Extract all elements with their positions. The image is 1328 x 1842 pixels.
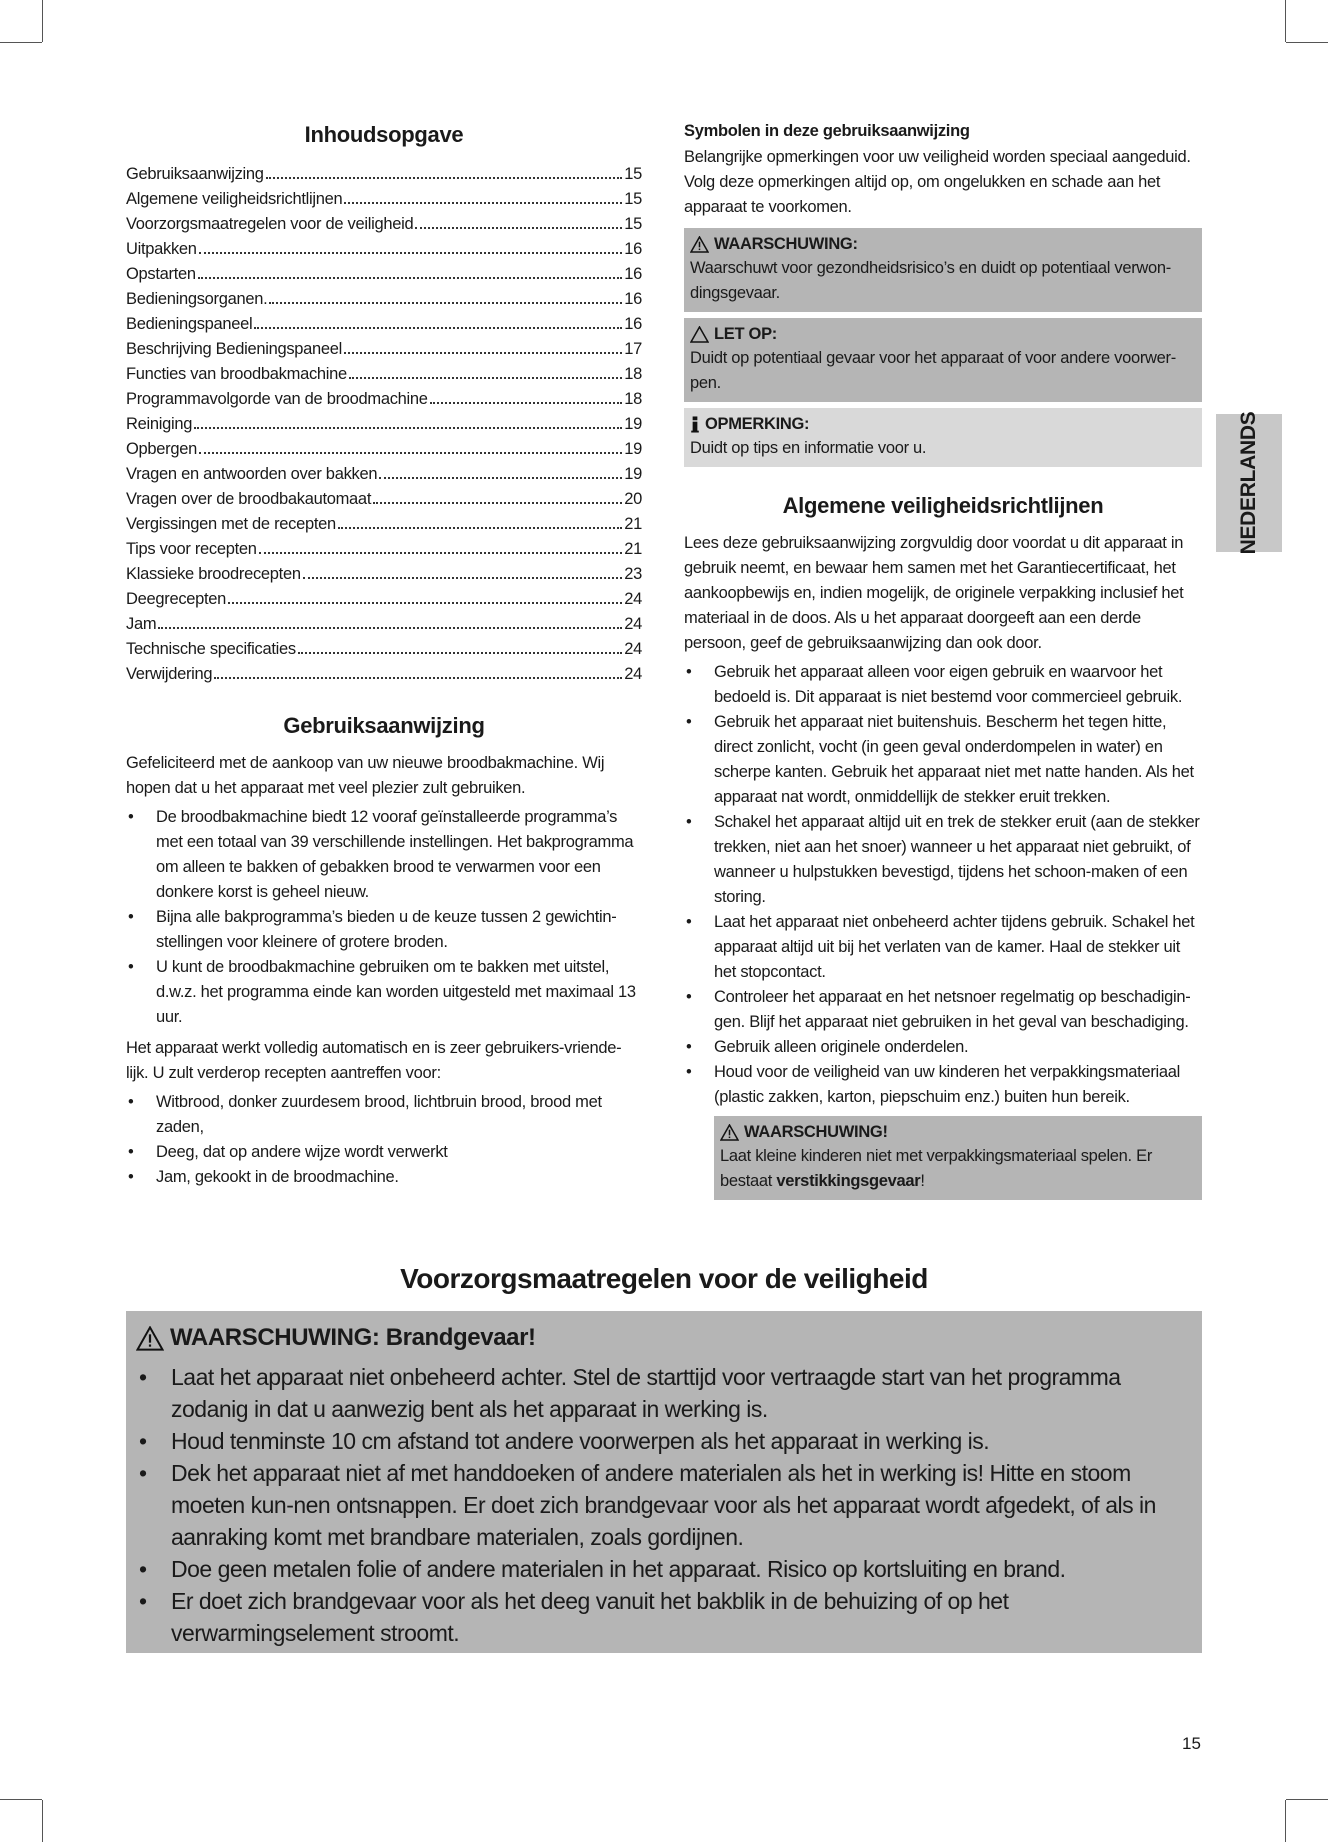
note-text: Duidt op tips en informatie voor u.: [690, 439, 927, 457]
usage-title: Gebruiksaanwijzing: [283, 713, 485, 738]
toc-leader-dots: [254, 327, 622, 329]
toc-leader-dots: [349, 377, 622, 379]
crop-mark: [0, 42, 42, 43]
toc-entry-label: Jam: [126, 615, 157, 633]
toc-entry: [126, 187, 642, 212]
toc-entry: [126, 412, 642, 437]
toc-entry-label: Voorzorgsmaatregelen voor de veiligheid: [126, 215, 414, 233]
toc-entry-label: Technische specificaties: [126, 640, 296, 658]
toc-entry-page: 16: [624, 265, 642, 283]
safety-title: Algemene veiligheidsrichtlijnen: [782, 493, 1104, 518]
table-of-contents: [126, 162, 642, 687]
list-item: • Schakel het apparaat altijd uit en trek de stekker eruit (aan de stekker trekken, niet aan het snoer) wanneer u het apparaat niet gebruikt, of wanneer u hulpstukken bevestigd, tijdens het schoon-maken of een storing.: [684, 810, 1202, 910]
crop-mark: [1285, 1800, 1286, 1842]
toc-entry: [126, 387, 642, 412]
toc-entry-label: Reiniging: [126, 415, 193, 433]
toc-entry: [126, 537, 642, 562]
usage-para2: Het apparaat werkt volledig automatisch en is zeer gebruikers-vriende-lijk. U zult verderop recepten aantreffen voor:: [126, 1039, 622, 1082]
toc-entry-label: Opbergen: [126, 440, 197, 458]
toc-entry: [126, 262, 642, 287]
toc-entry-label: Vragen en antwoorden over bakken: [126, 465, 378, 483]
toc-entry-page: 19: [624, 415, 642, 433]
toc-entry: [126, 612, 642, 637]
toc-leader-dots: [298, 652, 622, 654]
list-item: • Witbrood, donker zuurdesem brood, lichtbruin brood, brood met zaden,: [126, 1090, 642, 1140]
page-number: 15: [1182, 1734, 1201, 1753]
list-item: • Gebruik het apparaat alleen voor eigen gebruik en waarvoor het bedoeld is. Dit apparaat is niet bestemd voor commercieel gebruik.: [684, 660, 1202, 710]
toc-entry: [126, 162, 642, 187]
toc-entry: [126, 312, 642, 337]
warning-title: WAARSCHUWING:: [714, 235, 858, 253]
list-item: • Gebruik alleen originele onderdelen.: [684, 1035, 1202, 1060]
toc-leader-dots: [194, 427, 622, 429]
safety-intro: Lees deze gebruiksaanwijzing zorgvuldig door voordat u dit apparaat in gebruik neemt, en bewaar hem samen met het Garantiecertificaat, het aankoopbewijs en, indien mogelijk, de originele verpakking inclusief het materiaal in de doos. Als u het apparaat doorgeeft aan een derde persoon, geef de gebruiksaanwijzing dan ook door.: [684, 534, 1184, 652]
toc-entry-label: Deegrecepten: [126, 590, 227, 608]
list-item: • Laat het apparaat niet onbeheerd achter. Stel de starttijd voor vertraagde start van het programma zodanig in dat u aanwezig bent als het apparaat in werking is.: [136, 1361, 1188, 1425]
toc-entry-label: Beschrijving Bedieningspaneel: [126, 340, 343, 358]
list-item: • Jam, gekookt in de broodmachine.: [126, 1165, 642, 1190]
toc-entry-page: 20: [624, 490, 642, 508]
toc-title: Inhoudsopgave: [304, 122, 464, 147]
caution-text: Duidt op potentiaal gevaar voor het apparaat of voor andere voorwer-pen.: [690, 349, 1176, 392]
toc-entry-label: Klassieke broodrecepten: [126, 565, 301, 583]
info-icon: [690, 416, 700, 433]
caution-title: LET OP:: [714, 325, 777, 343]
list-item: • U kunt de broodbakmachine gebruiken om te bakken met uitstel, d.w.z. het programma einde kan worden uitgesteld met maximaal 13 uur.: [126, 955, 642, 1030]
warning-notice: [684, 228, 1202, 312]
toc-entry-page: 19: [624, 465, 642, 483]
toc-entry-page: 15: [624, 190, 642, 208]
toc-entry-page: 15: [624, 165, 642, 183]
caution-triangle-icon: [690, 326, 709, 343]
precaution-bullets: [136, 1361, 1188, 1649]
warning-triangle-icon: [136, 1326, 164, 1351]
toc-entry: [126, 562, 642, 587]
toc-entry: [126, 587, 642, 612]
toc-leader-dots: [379, 477, 622, 479]
symbols-title: Symbolen in deze gebruiksaanwijzing: [684, 122, 970, 140]
toc-entry-page: 21: [624, 540, 642, 558]
crop-mark: [1285, 0, 1286, 42]
toc-leader-dots: [199, 452, 622, 454]
crop-mark: [42, 1800, 43, 1842]
toc-entry: [126, 662, 642, 687]
toc-entry-label: Tips voor recepten: [126, 540, 257, 558]
toc-entry-label: Programmavolgorde van de broodmachine: [126, 390, 428, 408]
toc-leader-dots: [214, 677, 622, 679]
usage-bullets: [126, 805, 642, 1030]
list-item: • Dek het apparaat niet af met handdoeken of andere materialen als het in werking is! Hitte en stoom moeten kun-nen ontsnappen. Er doet zich brandgevaar voor als het apparaat wordt afgedekt, of als in aanraking komt met brandbare materialen, zoals gordijnen.: [136, 1457, 1188, 1553]
toc-entry: [126, 487, 642, 512]
right-column: [684, 122, 1202, 1200]
toc-entry-page: 16: [624, 240, 642, 258]
child-warning-notice: [714, 1116, 1202, 1200]
list-item: • Deeg, dat op andere wijze wordt verwerkt: [126, 1140, 642, 1165]
toc-leader-dots: [198, 277, 622, 279]
toc-entry: [126, 237, 642, 262]
toc-leader-dots: [344, 202, 622, 204]
toc-entry-label: Functies van broodbakmachine: [126, 365, 347, 383]
list-item: • Er doet zich brandgevaar voor als het deeg vanuit het bakblik in de behuizing of op het verwarmingselement stroomt.: [136, 1585, 1188, 1649]
toc-leader-dots: [228, 602, 622, 604]
toc-leader-dots: [269, 302, 622, 304]
crop-mark: [1286, 42, 1328, 43]
crop-mark: [0, 1799, 42, 1800]
safety-bullets: [684, 660, 1202, 1110]
list-item: • De broodbakmachine biedt 12 vooraf geïnstalleerde programma’s met een totaal van 39 verschillende instellingen. Het bakprogramma om alleen te bakken of gebakken brood te verwarmen voor een donkere korst is geheel nieuw.: [126, 805, 642, 905]
toc-leader-dots: [266, 177, 623, 179]
toc-leader-dots: [430, 402, 623, 404]
toc-entry-label: Opstarten: [126, 265, 196, 283]
toc-entry-page: 24: [624, 615, 642, 633]
language-tab-label: NEDERLANDS: [1237, 411, 1260, 555]
toc-leader-dots: [344, 352, 622, 354]
list-item: • Controleer het apparaat en het netsnoer regelmatig op beschadigin-gen. Blijf het apparaat niet gebruiken in het geval van beschadiging.: [684, 985, 1202, 1035]
toc-leader-dots: [259, 552, 623, 554]
toc-entry-page: 21: [624, 515, 642, 533]
language-tab: [1216, 411, 1282, 555]
child-warning-text: Laat kleine kinderen niet met verpakkingsmateriaal spelen. Er bestaat verstikkingsgevaar!: [720, 1147, 1153, 1190]
note-notice: [684, 408, 1202, 467]
symbols-intro: Belangrijke opmerkingen voor uw veiligheid worden speciaal aangeduid. Volg deze opmerkingen altijd op, om ongelukken en schade aan het apparaat te voorkomen.: [684, 148, 1191, 216]
toc-leader-dots: [158, 627, 622, 629]
toc-entry-page: 17: [624, 340, 642, 358]
toc-leader-dots: [303, 577, 623, 579]
toc-entry-page: 24: [624, 665, 642, 683]
list-item: • Houd tenminste 10 cm afstand tot andere voorwerpen als het apparaat in werking is.: [136, 1425, 1188, 1457]
crop-mark: [1286, 1799, 1328, 1800]
toc-leader-dots: [338, 527, 622, 529]
toc-entry: [126, 337, 642, 362]
toc-entry-page: 15: [624, 215, 642, 233]
fire-warning-title: WAARSCHUWING: Brandgevaar!: [170, 1324, 536, 1351]
toc-leader-dots: [415, 227, 622, 229]
list-item: • Gebruik het apparaat niet buitenshuis. Bescherm het tegen hitte, direct zonlicht, vocht (in geen geval onderdompelen in water) en scherpe kanten. Gebruik het apparaat niet met natte handen. Als het apparaat nat wordt, onmiddellijk de stekker eruit trekken.: [684, 710, 1202, 810]
toc-entry: [126, 512, 642, 537]
toc-entry-label: Vergissingen met de recepten: [126, 515, 336, 533]
toc-leader-dots: [199, 252, 623, 254]
toc-entry: [126, 362, 642, 387]
left-column: [126, 122, 642, 1196]
toc-entry-page: 24: [624, 640, 642, 658]
toc-entry-page: 23: [624, 565, 642, 583]
note-title: OPMERKING:: [705, 415, 810, 433]
warning-triangle-icon: [720, 1124, 739, 1141]
crop-mark: [42, 0, 43, 42]
toc-entry-page: 16: [624, 290, 642, 308]
toc-entry-label: Bedieningspaneel: [126, 315, 253, 333]
toc-entry: [126, 437, 642, 462]
precautions-title: Voorzorgsmaatregelen voor de veiligheid: [400, 1263, 928, 1294]
list-item: • Houd voor de veiligheid van uw kinderen het verpakkingsmateriaal (plastic zakken, karton, piepschuim enz.) buiten hun bereik.: [684, 1060, 1202, 1110]
toc-entry: [126, 637, 642, 662]
toc-entry: [126, 462, 642, 487]
toc-entry-label: Gebruiksaanwijzing: [126, 165, 264, 183]
toc-entry: [126, 287, 642, 312]
toc-entry-page: 24: [624, 590, 642, 608]
list-item: • Bijna alle bakprogramma’s bieden u de keuze tussen 2 gewichtin-stellingen voor kleinere of grotere broden.: [126, 905, 642, 955]
toc-entry-page: 18: [624, 365, 642, 383]
toc-entry-page: 19: [624, 440, 642, 458]
warning-text: Waarschuwt voor gezondheidsrisico’s en duidt op potentiaal verwon-dingsgevaar.: [690, 259, 1171, 302]
usage-bullets-2: [126, 1090, 642, 1190]
list-item: • Laat het apparaat niet onbeheerd achter tijdens gebruik. Schakel het apparaat altijd uit bij het verlaten van de kamer. Haal de stekker uit het stopcontact.: [684, 910, 1202, 985]
usage-intro: Gefeliciteerd met de aankoop van uw nieuwe broodbakmachine. Wij hopen dat u het apparaat met veel plezier zult gebruiken.: [126, 754, 605, 797]
child-warning-title: WAARSCHUWING!: [744, 1123, 888, 1141]
toc-entry-label: Verwijdering: [126, 665, 213, 683]
toc-entry-page: 16: [624, 315, 642, 333]
list-item: • Doe geen metalen folie of andere materialen in het apparaat. Risico op kortsluiting en brand.: [136, 1553, 1188, 1585]
toc-entry-label: Algemene veiligheidsrichtlijnen: [126, 190, 343, 208]
caution-notice: [684, 318, 1202, 402]
toc-entry-label: Vragen over de broodbakautomaat: [126, 490, 372, 508]
toc-entry-page: 18: [624, 390, 642, 408]
warning-triangle-icon: [690, 236, 709, 253]
toc-entry-label: Uitpakken: [126, 240, 197, 258]
toc-entry-label: Bedieningsorganen.: [126, 290, 268, 308]
fire-warning-box: [126, 1311, 1202, 1653]
toc-leader-dots: [373, 502, 622, 504]
toc-entry: [126, 212, 642, 237]
